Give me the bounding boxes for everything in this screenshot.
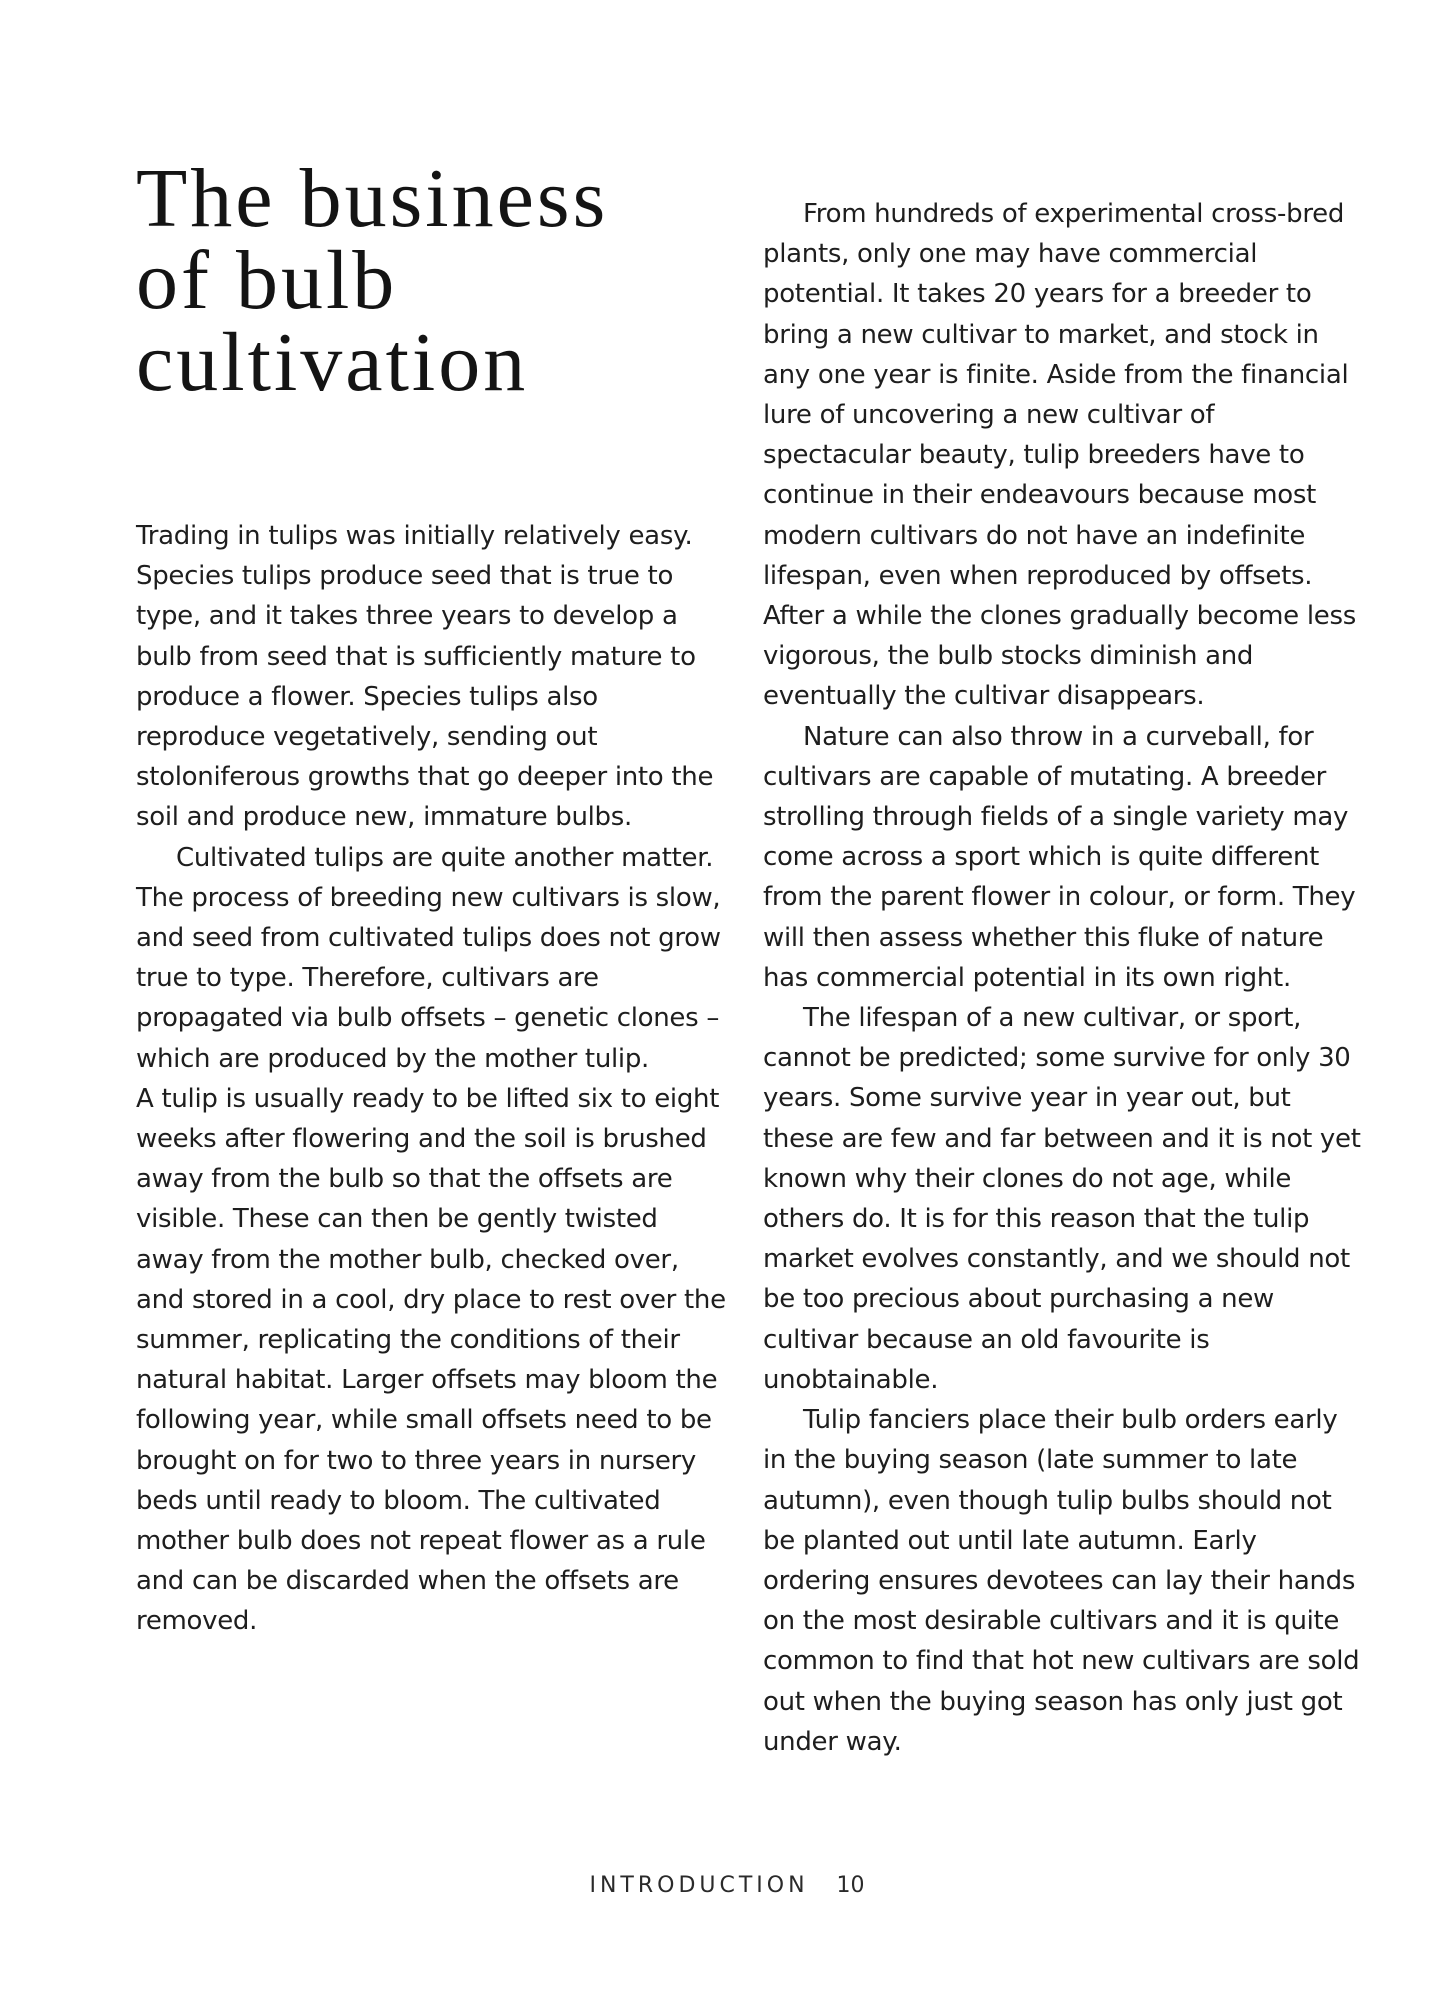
paragraph: Nature can also throw in a curveball, for cultivars are capable of mutating. A breeder strolling through fields of a single variety may come across a sport which is quite different from the parent flower in colour, or form. They will then assess whether this fluke of nature has commercial potential in its own right. [763, 721, 1356, 993]
footer-section-label: INTRODUCTION [589, 1873, 809, 1898]
page-title [136, 152, 696, 409]
paragraph: From hundreds of experimental cross-bred plants, only one may have commercial potential. It takes 20 years for a breeder to bring a new cultivar to market, and stock in any one year is finite. Aside from the financial lure of uncovering a new cultivar of spectacular beauty, tulip breeders have to continue in their endeavours because most modern cultivars do not have an indefinite lifespan, even when reproduced by offsets. After a while the clones gradually become less vigorous, the bulb stocks diminish and eventually the cultivar disappears. [763, 199, 1356, 712]
paragraph: Trading in tulips was initially relatively easy. Species tulips produce seed that is true to type, and it takes three years to develop a bulb from seed that is sufficiently mature to produce a flower. Species tulips also reproduce vegetatively, sending out stoloniferous growths that go deeper into the soil and produce new, immature bulbs. [136, 521, 714, 833]
title-line-1: The business [136, 152, 609, 245]
paragraph: Tulip fanciers place their bulb orders early in the buying season (late summer to late autumn), even though tulip bulbs should not be planted out until late autumn. Early ordering ensures devotees can lay their hands on the most desirable cultivars and it is quite common to find that hot new cultivars are sold out when the buying season has only just got under way. [763, 1405, 1360, 1757]
title-line-2: of bulb [136, 234, 398, 327]
left-text-column [136, 516, 730, 1642]
paragraph: The lifespan of a new cultivar, or sport, cannot be predicted; some survive for only 30 years. Some survive year in year out, but these are few and far between and it is not yet known why their clones do not age, while others do. It is for this reason that the tulip market evolves constantly, and we should not be too precious about purchasing a new cultivar because an old favourite is unobtainable. [763, 1003, 1361, 1395]
page-number: 10 [836, 1873, 865, 1898]
paragraph: A tulip is usually ready to be lifted six to eight weeks after flowering and the soil is brushed away from the bulb so that the offsets are visible. These can then be gently twisted away from the mother bulb, checked over, and stored in a cool, dry place to rest over the summer, replicating the conditions of their natural habitat. Larger offsets may bloom the following year, while small offsets need to be brought on for two to three years in nursery beds until ready to bloom. The cultivated mother bulb does not repeat flower as a rule and can be discarded when the offsets are removed. [136, 1083, 726, 1637]
page-footer [0, 1873, 1454, 1898]
right-text-column [763, 194, 1363, 1762]
title-line-3: cultivation [136, 316, 529, 409]
paragraph: Cultivated tulips are quite another matter. The process of breeding new cultivars is slow, and seed from cultivated tulips does not grow true to type. Therefore, cultivars are propagated via bulb offsets – genetic clones – which are produced by the mother tulip. [136, 842, 721, 1074]
